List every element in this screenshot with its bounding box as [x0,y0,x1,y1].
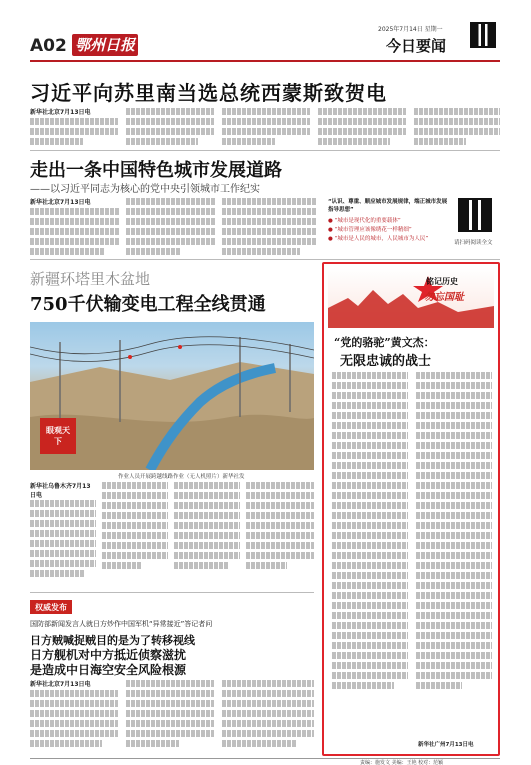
bullet-icon: ● [328,236,335,242]
history-footer: 新华社广州7月13日电 [418,742,474,748]
watch-lead: 新华社北京7月13日电 [30,681,91,688]
footer-editor: 责编：施发文 美编：王艳 校对：范颖 [360,760,444,765]
watch-tag [30,600,72,614]
watch-title-line3: 是造成中日海空安全风险根源 [30,663,187,677]
sidebar-item-0: ● “城市是现代化的重要载体” [328,218,401,224]
masthead [0,0,531,62]
history-title-line1: “党的骆驼”黄文杰： [334,336,435,349]
headline1-title: 习近平向苏里南当选总统西蒙斯致贺电 [30,81,387,105]
eye-badge [40,418,76,454]
watch-kicker: 国防部新闻发言人就日方炒作中国军机“异常接近”答记者问 [30,620,213,628]
sidebar-item-1: ● “城市管理应该像绣花一样精细” [328,227,412,233]
sidebar-heading: “认识、尊重、顺应城市发展规律，端正城市发展指导思想” [328,199,448,213]
headline2-subtitle: ——以习近平同志为核心的党中央引领城市工作纪实 [30,184,260,195]
feature-side-text [30,256,31,257]
headline1-body [30,108,500,148]
divider-3 [30,592,314,593]
feature-body [30,482,314,582]
feature-photo-caption: 作业人员开展跨越线路作业（无人机照片）新华社发 [118,474,245,480]
eye-badge-label: 眼观天下 [46,425,70,446]
history-title-line2: 无限忠诚的战士 [340,354,432,369]
headline2-title: 走出一条中国特色城市发展道路 [30,160,282,181]
sidebar-box [328,198,500,256]
feature-kicker: 新疆环塔里木盆地 [30,270,151,288]
watch-tag-label: 权威发布 [35,602,67,612]
feature-photo [30,322,314,470]
bullet-icon: ● [328,227,335,233]
date-line: 2025年7月14日 星期一 [378,26,443,33]
headline2-body [30,198,320,256]
headline2-lead: 新华社北京7月13日电 [30,199,91,206]
paper-logo [72,34,138,56]
sidebar-qr-code-icon [458,198,492,232]
history-body [332,372,492,722]
feature-title: 750千伏输变电工程全线贯通 [30,294,266,315]
divider-2 [30,259,500,260]
headline1-lead: 新华社北京7月13日电 [30,109,91,116]
watch-title-line2: 日方舰机对中方抵近侦察滋扰 [30,648,187,662]
watch-body [30,680,314,750]
history-tag: 铭记历史 [426,276,458,286]
sidebar-qr-caption: 请扫码阅读全文 [454,240,493,246]
watch-title-line1: 日方贼喊捉贼目的是为了转移视线 [30,634,195,647]
page-code: A02 [30,36,67,56]
history-box [322,262,500,756]
history-banner [328,268,494,328]
masthead-qr-code-icon [470,22,496,48]
sidebar-item-2: ● “城市是人民的城市，人民城市为人民” [328,236,429,242]
feature-lead: 新华社乌鲁木齐7月13日电 [30,483,91,499]
bullet-icon: ● [328,218,335,224]
history-tag-script: 勿忘国耻 [424,292,464,303]
divider-1 [30,150,500,151]
history-banner-art [328,268,494,328]
section-name: 今日要闻 [386,37,447,55]
paper-name: 鄂州日报 [74,36,135,54]
masthead-rule [30,60,500,62]
